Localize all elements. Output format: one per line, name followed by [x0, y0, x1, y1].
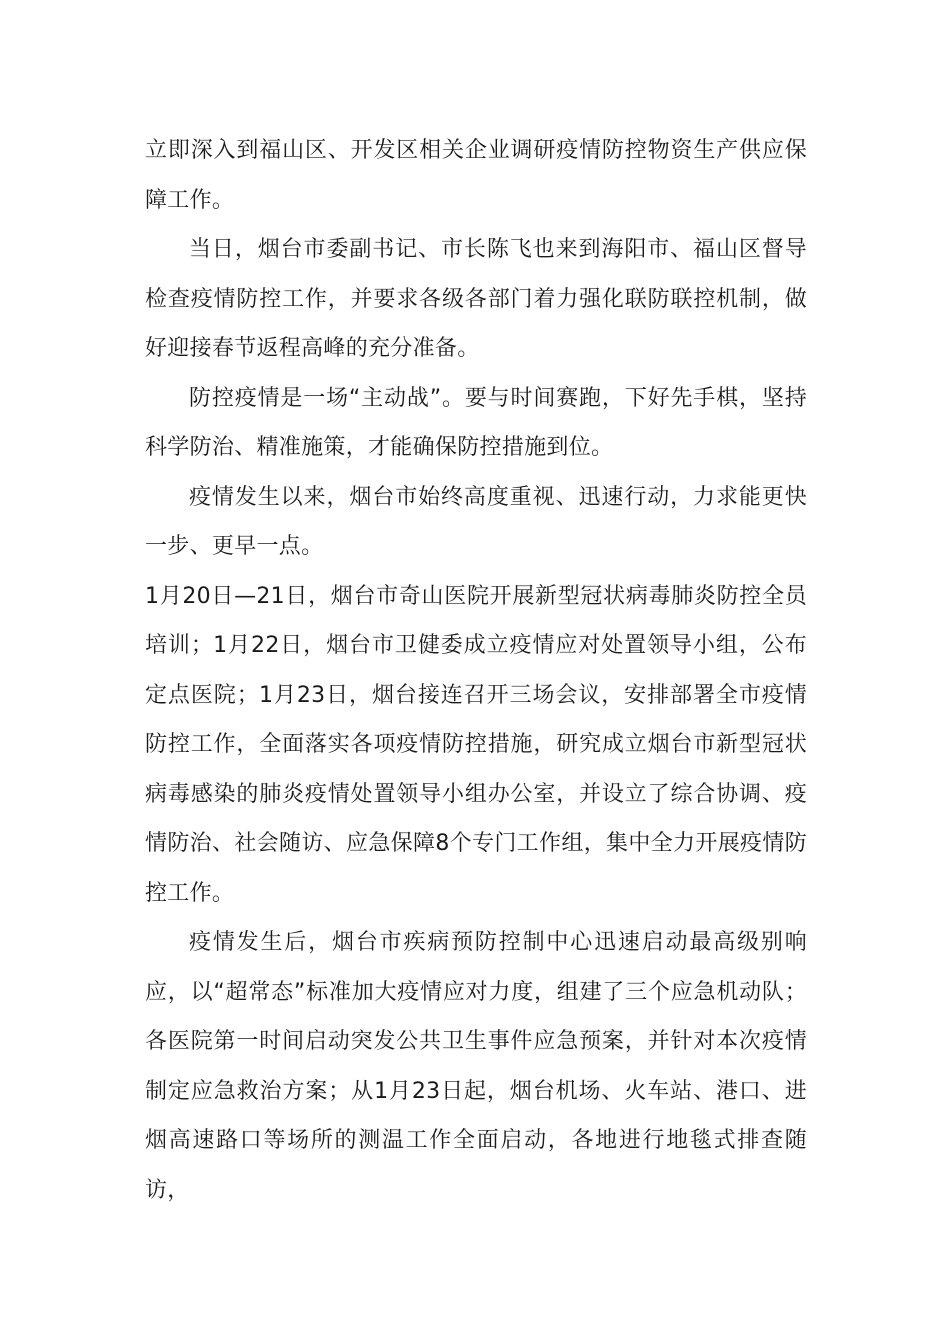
paragraph-3: 防控疫情是一场“主动战”。要与时间赛跑，下好先手棋，坚持科学防治、精准施策，才能确保防控措施到位。 — [145, 385, 807, 460]
paragraph-1: 立即深入到福山区、开发区相关企业调研疫情防控物资生产供应保障工作。 — [145, 138, 807, 213]
paragraph-6: 疫情发生后，烟台市疾病预防控制中心迅速启动最高级别响应，以“超常态”标准加大疫情应对力度，组建了三个应急机动队；各医院第一时间启动突发公共卫生事件应急预案，并针对本次疫情制定应急救治方案；从1月23日起，烟台机场、火车站、港口、进烟高速路口等场所的测温工作全面启动，各地进行地毯式排查随访， — [145, 930, 807, 1203]
paragraph-2: 当日，烟台市委副书记、市长陈飞也来到海阳市、福山区督导检查疫情防控工作，并要求各级各部门着力强化联防联控机制，做好迎接春节返程高峰的充分准备。 — [145, 237, 807, 361]
paragraph-4: 疫情发生以来，烟台市始终高度重视、迅速行动，力求能更快一步、更早一点。 — [145, 484, 807, 559]
document-body — [145, 126, 807, 1215]
paragraph-5: 1月20日—21日，烟台市奇山医院开展新型冠状病毒肺炎防控全员培训；1月22日，烟台市卫健委成立疫情应对处置领导小组，公布定点医院；1月23日，烟台接连召开三场会议，安排部署全市疫情防控工作，全面落实各项疫情防控措施，研究成立烟台市新型冠状病毒感染的肺炎疫情处置领导小组办公室，并设立了综合协调、疫情防治、社会随访、应急保障8个专门工作组，集中全力开展疫情防控工作。 — [145, 583, 807, 906]
